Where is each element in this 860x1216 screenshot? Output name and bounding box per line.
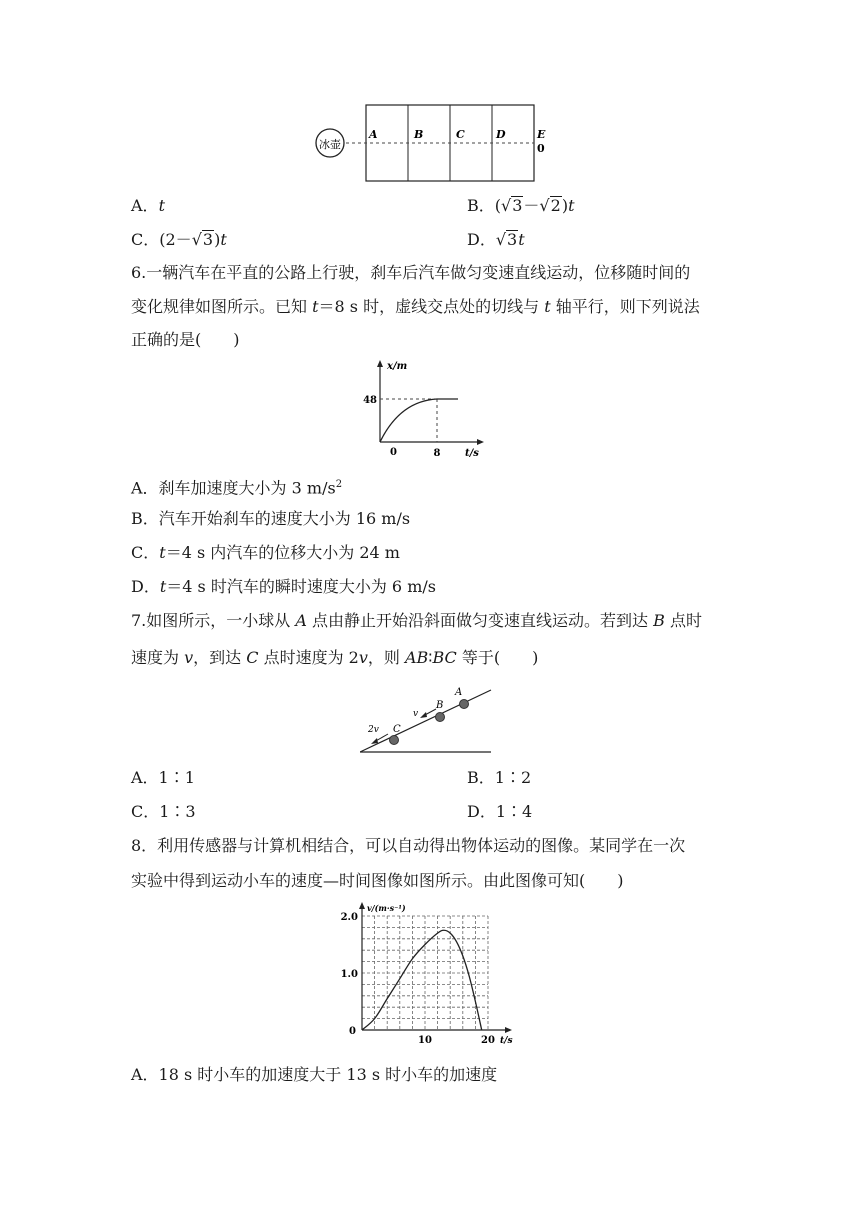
point-label-e: E xyxy=(537,128,546,141)
point-label-d: D xyxy=(496,128,506,141)
q7-option-d[interactable]: D．1∶4 xyxy=(467,802,533,821)
y-tick-label: 1.0 xyxy=(340,969,358,980)
ball-c xyxy=(390,736,399,745)
q7-stem-line2: 速度为 v，到达 C 点时速度为 2v，则 AB∶BC 等于( ) xyxy=(131,648,539,667)
point-label-b: B xyxy=(414,128,424,141)
q6-option-b[interactable]: B．汽车开始刹车的速度大小为 16 m/s xyxy=(131,509,411,528)
q5-option-d[interactable]: D．√3t xyxy=(467,230,525,249)
q8-option-a[interactable]: A．18 s 时小车的加速度大于 13 s 时小车的加速度 xyxy=(131,1065,498,1084)
sqrt-icon: √ xyxy=(539,196,550,215)
q7-incline-figure xyxy=(360,684,500,756)
q6-stem-line2: 变化规律如图所示。已知 t＝8 s 时，虚线交点处的切线与 t 轴平行，则下列说法 xyxy=(131,297,700,316)
sqrt-icon: √ xyxy=(495,230,507,249)
q8-velocity-time-chart xyxy=(330,898,530,1050)
q7-option-c[interactable]: C．1∶3 xyxy=(131,802,196,821)
y-axis-label: v/(m·s⁻¹) xyxy=(367,903,406,913)
x-tick-label: 10 xyxy=(418,1035,432,1046)
q6-stem-line1: 6.一辆汽车在平直的公路上行驶，刹车后汽车做匀变速直线运动，位移随时间的 xyxy=(131,263,691,282)
sqrt-icon: √ xyxy=(501,196,512,215)
x-axis-arrow-icon xyxy=(477,439,484,445)
label-v: v xyxy=(413,709,419,719)
y-axis-label: x/m xyxy=(387,361,408,372)
stone-label: 冰壶 xyxy=(319,138,341,151)
x-axis-arrow-icon xyxy=(505,1027,512,1033)
x-tick-8: 8 xyxy=(433,448,441,459)
y-tick-label: 2.0 xyxy=(340,912,358,923)
label-2v: 2v xyxy=(368,725,379,735)
label-b: B xyxy=(436,700,444,711)
sqrt-icon: √ xyxy=(191,230,202,249)
x-axis-label: t/s xyxy=(465,448,479,459)
q5-option-a[interactable]: A．t xyxy=(131,196,165,215)
q5-option-b[interactable]: B．(√3－√2)t xyxy=(467,196,575,215)
arrow-v-head-icon xyxy=(420,712,427,718)
incline-line xyxy=(360,690,491,752)
y-tick-48: 48 xyxy=(363,395,377,406)
q6-option-a[interactable]: A．刹车加速度大小为 3 $m/s^2$ xyxy=(131,478,343,498)
curling-figure xyxy=(310,100,560,185)
q8-stem-line1: 8．利用传感器与计算机相结合，可以自动得出物体运动的图像。某同学在一次 xyxy=(131,836,686,855)
q8-stem-line2: 实验中得到运动小车的速度—时间图像如图所示。由此图像可知( ) xyxy=(131,871,624,890)
q6-option-d[interactable]: D．t＝4 s 时汽车的瞬时速度大小为 6 m/s xyxy=(131,577,436,596)
q6-displacement-graph xyxy=(360,356,500,461)
x-tick-label: 20 xyxy=(481,1035,495,1046)
point-label-a: A xyxy=(369,128,378,141)
q5-option-c[interactable]: C．(2－√3)t xyxy=(131,230,227,249)
ball-a xyxy=(460,700,469,709)
q7-stem-line1: 7.如图所示，一小球从 A 点由静止开始沿斜面做匀变速直线运动。若到达 B 点时 xyxy=(131,611,702,630)
x-axis-label: t/s xyxy=(500,1036,513,1046)
ball-b xyxy=(436,713,445,722)
displacement-curve xyxy=(380,399,458,442)
q6-option-c[interactable]: C．t＝4 s 内汽车的位移大小为 24 m xyxy=(131,543,400,562)
point-label-c: C xyxy=(456,128,465,141)
origin-label: 0 xyxy=(390,447,397,458)
q7-option-a[interactable]: A．1∶1 xyxy=(131,768,195,787)
q6-stem-line3: 正确的是( ) xyxy=(131,330,240,349)
origin-label: 0 xyxy=(349,1026,356,1037)
label-c: C xyxy=(393,724,401,735)
velocity-curve xyxy=(362,930,482,1030)
y-axis-arrow-icon xyxy=(377,360,383,367)
label-a: A xyxy=(455,687,463,698)
q7-option-b[interactable]: B．1∶2 xyxy=(467,768,532,787)
y-axis-arrow-icon xyxy=(359,902,365,909)
zero-label: 0 xyxy=(537,142,545,155)
arrow-2v-head-icon xyxy=(371,738,378,744)
